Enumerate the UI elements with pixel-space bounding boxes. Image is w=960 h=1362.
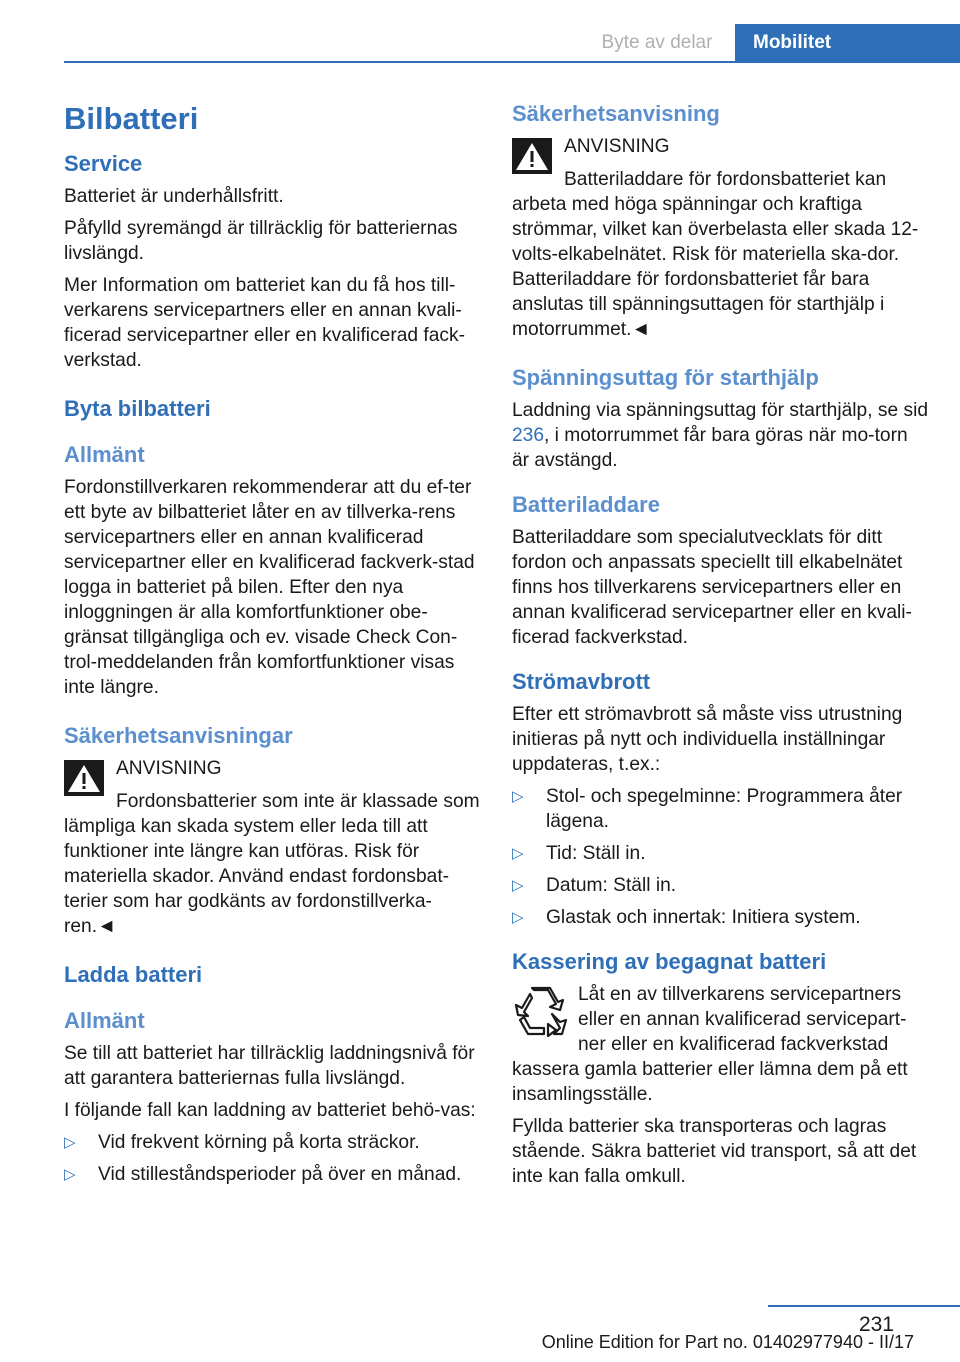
heading-sakerhetsanvisning: Säkerhetsanvisning <box>512 101 720 126</box>
triangle-bullet-icon: ▷ <box>64 1134 76 1151</box>
triangle-bullet-icon: ▷ <box>512 788 524 805</box>
list-item <box>512 873 928 898</box>
heading-sakerhetsanvisningar: Säkerhetsanvisningar <box>64 723 293 748</box>
right-column <box>512 100 928 1196</box>
warning-title-right: ANVISNING <box>564 136 670 157</box>
warning-title-left: ANVISNING <box>116 758 222 779</box>
header-tab-byte-av-delar[interactable]: Byte av delar <box>601 32 713 53</box>
kassering-line2: eller en annan kvalificerad servicepart‐ <box>578 1009 907 1030</box>
list-item <box>512 784 928 834</box>
ladda-list <box>64 1130 480 1187</box>
edition-text: Online Edition for Part no. 01402977940 - II/17 <box>541 1332 914 1352</box>
warning-text-left: Fordonsbatterier som inte är klassade som lämpliga kan skada system eller leda till att funktioner inte längre kan utföras. Risk för materiella skador. Använd endast fordonsbat‐terier som har godkänts av fordonstillverka‐ren.◄ <box>64 791 480 937</box>
heading-batteriladdare: Batteriladdare <box>512 492 660 517</box>
byta-p1: Fordonstillverkaren rekommenderar att du ef‐ter ett byte av bilbatteriet låter en av tillverka‐rens servicepartners eller en annan kvalificerad servicepartner eller en kvalificerad fackverk‐stad logga in batteriet på bilen. Efter den nya inloggningen är alla komfortfunktioner obe‐gränsat tillgängliga och ev. visade Check Con‐trol-meddelanden från komfortfunktioner visas inte längre. <box>64 477 475 698</box>
list-item-text: Vid stilleståndsperioder på över en månad. <box>98 1164 462 1185</box>
spanning-p1 <box>512 398 928 473</box>
list-item <box>512 905 928 930</box>
warning-block-left <box>64 756 480 939</box>
page-link-236[interactable]: 236 <box>512 425 545 446</box>
list-item-text: Stol- och spegelminne: Programmera åter lägena. <box>546 786 903 832</box>
triangle-bullet-icon: ▷ <box>64 1166 76 1183</box>
page-number: 231 <box>858 1313 894 1336</box>
heading-allmant-1: Allmänt <box>64 442 145 467</box>
warning-triangle-icon <box>512 138 552 174</box>
kassering-p2: Fyllda batterier ska transporteras och lagras stående. Säkra batteriet vid transport, så att det inte kan falla omkull. <box>512 1116 917 1187</box>
list-item <box>64 1162 480 1187</box>
page-title: Bilbatteri <box>64 101 199 136</box>
avbrott-p1: Efter ett strömavbrott så måste viss utrustning initieras på nytt och individuella inställningar uppdateras, t.ex.: <box>512 704 903 775</box>
heading-stromavbrott: Strömavbrott <box>512 669 651 694</box>
heading-ladda-batteri: Ladda batteri <box>64 962 203 987</box>
list-item-text: Vid frekvent körning på korta sträckor. <box>98 1132 420 1153</box>
heading-service: Service <box>64 151 143 176</box>
header-tab-mobilitet[interactable]: Mobilitet <box>735 24 960 63</box>
service-p1: Batteriet är underhållsfritt. <box>64 186 284 207</box>
list-item-text: Glastak och innertak: Initiera system. <box>546 907 861 928</box>
spanning-text-after: , i motorrummet får bara göras när mo‐torn är avstängd. <box>512 425 908 471</box>
ladda-p1: Se till att batteriet har tillräcklig laddningsnivå för att garantera batteriernas fulla livslängd. <box>64 1043 475 1089</box>
heading-kassering: Kassering av begagnat batteri <box>512 949 827 974</box>
warning-block-right <box>512 134 928 342</box>
service-p3: Mer Information om batteriet kan du få hos till‐verkarens servicepartners eller en annan kvali‐ficerad servicepartner eller en kvalificerad fack‐verkstad. <box>64 275 465 371</box>
heading-spanningsuttag: Spänningsuttag för starthjälp <box>512 365 819 390</box>
kassering-rest: kassera gamla batterier eller lämna dem på ett insamlingsställe. <box>512 1059 908 1105</box>
kassering-line3: ner eller en kvalificerad fackverkstad <box>578 1034 889 1055</box>
recycle-icon <box>512 984 570 1040</box>
kassering-p1 <box>512 982 928 1107</box>
triangle-bullet-icon: ▷ <box>512 845 524 862</box>
list-item <box>512 841 928 866</box>
spanning-text-before: Laddning via spänningsuttag för starthjälp, se sid <box>512 400 928 421</box>
list-item-text: Tid: Ställ in. <box>546 843 646 864</box>
laddare-p1: Batteriladdare som specialutvecklats för ditt fordon och anpassats speciellt till elkabelnätet finns hos tillverkarens servicepartners eller en annan kvalificerad servicepartner eller en kvali‐ficerad fackverkstad. <box>512 527 912 648</box>
triangle-bullet-icon: ▷ <box>512 909 524 926</box>
triangle-bullet-icon: ▷ <box>512 877 524 894</box>
warning-text-right: Batteriladdare för fordonsbatteriet kan arbeta med höga spänningar och kraftiga strömmar, vilket kan överbelasta eller skada 12-volts-elkabelnätet. Risk för materiella ska‐dor. Batteriladdare för fordonsbatteriet får bara anslutas till spänningsuttagen för starthjälp i motorrummet.◄ <box>512 169 919 340</box>
header-rule <box>64 61 960 63</box>
ladda-p2: I följande fall kan laddning av batteriet behö‐vas: <box>64 1100 476 1121</box>
left-column <box>64 100 480 1194</box>
heading-allmant-2: Allmänt <box>64 1008 145 1033</box>
recycle-block <box>512 982 928 1107</box>
footer-rule <box>768 1305 960 1307</box>
avbrott-list <box>512 784 928 930</box>
list-item-text: Datum: Ställ in. <box>546 875 677 896</box>
service-p2: Påfylld syremängd är tillräcklig för batteriernas livslängd. <box>64 218 458 264</box>
warning-triangle-icon <box>64 760 104 796</box>
list-item <box>64 1130 480 1155</box>
heading-byta-bilbatteri: Byta bilbatteri <box>64 396 211 421</box>
kassering-line1: Låt en av tillverkarens servicepartners <box>578 984 902 1005</box>
